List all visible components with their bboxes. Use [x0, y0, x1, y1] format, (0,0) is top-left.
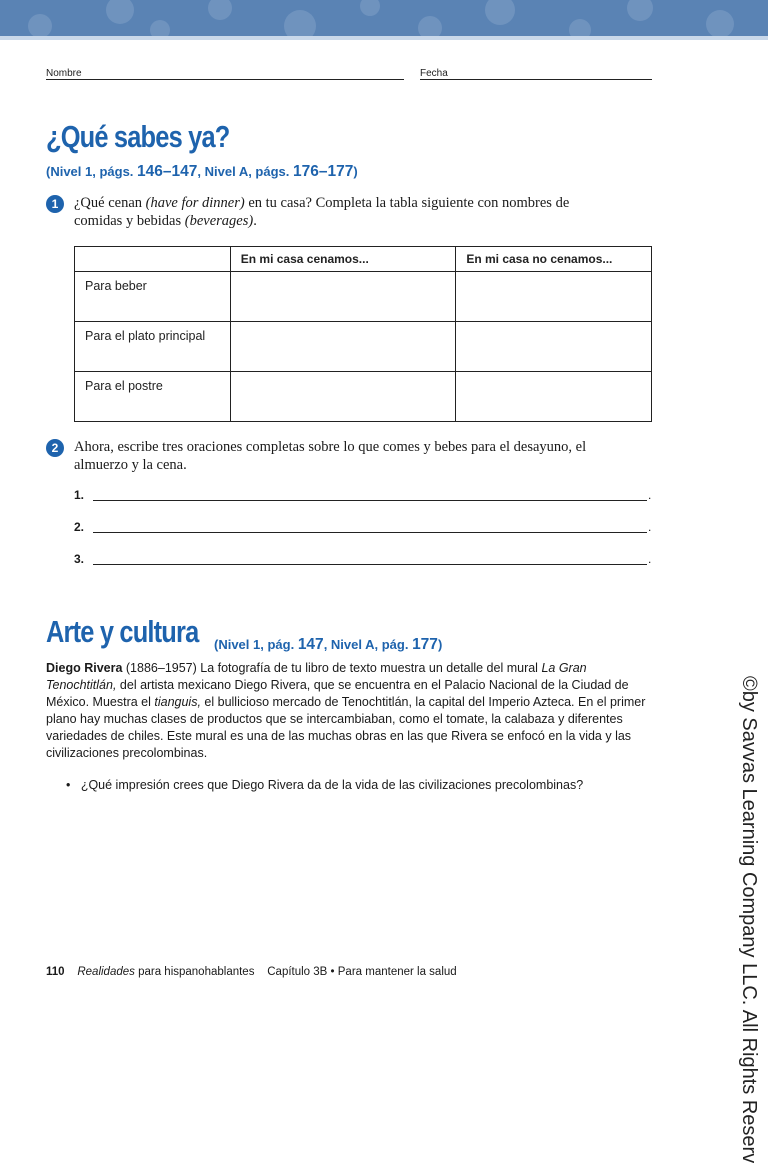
header-band — [0, 0, 768, 36]
table-header-cell — [75, 247, 231, 272]
answer-line-number: 2. — [74, 520, 85, 534]
table-row — [75, 272, 652, 322]
answer-line-number: 1. — [74, 488, 85, 502]
bullet-text: ¿Qué impresión crees que Diego Rivera da de la vida de las civilizaciones precolombinas? — [80, 778, 584, 792]
q1-emphasis: (beverages) — [184, 213, 254, 229]
row-label: Para el plato principal — [75, 322, 231, 372]
question-number-1: 1 — [46, 195, 64, 213]
q2-text: almuerzo y la cena. — [74, 457, 187, 473]
name-label: Nombre — [46, 68, 82, 79]
question-1-text — [74, 194, 664, 230]
ref-pages: 177 — [412, 636, 438, 653]
answer-cell[interactable] — [230, 322, 456, 372]
book-subtitle: para hispanohablantes — [134, 966, 255, 978]
ref-pages: 146–147 — [137, 163, 198, 180]
answer-line-number: 3. — [74, 552, 85, 566]
answer-line[interactable] — [93, 532, 647, 533]
artist-name: Diego Rivera — [46, 661, 123, 675]
table-header-row — [75, 247, 652, 272]
page-footer — [46, 966, 457, 978]
line-period: . — [648, 520, 652, 534]
row-label: Para el postre — [75, 372, 231, 422]
answer-cell[interactable] — [230, 272, 456, 322]
ref-text: ) — [353, 164, 358, 179]
ref-text: (Nivel 1, pág. — [214, 637, 298, 652]
diego-rivera-paragraph — [46, 660, 656, 762]
line-period: . — [648, 552, 652, 566]
ref-text: (Nivel 1, págs. — [46, 164, 138, 179]
mural-title: La Gran Tenochtitlán, — [46, 661, 587, 692]
answer-cell[interactable] — [456, 322, 652, 372]
bullet-icon: • — [66, 778, 71, 792]
answer-cell[interactable] — [230, 372, 456, 422]
table-header-cell: En mi casa cenamos... — [230, 247, 456, 272]
copyright-notice: ©by Savvas Learning Company LLC. All Rights Reserv — [738, 676, 760, 1163]
table-header-cell: En mi casa no cenamos... — [456, 247, 652, 272]
answer-cell[interactable] — [456, 272, 652, 322]
paragraph-text: el bullicioso mercado de Tenochtitlán, la capital del Imperio Azteca. En el primer plano hay muchas clases de productos que se intercambiaban, como el tomate, la calabaza y diferentes variedades de chiles. Este mural es una de las muchas obras en las que Rivera se enfocó en la vida y las civilizaciones precolombinas. — [46, 695, 646, 760]
q1-text: . — [253, 213, 257, 229]
decorative-pattern-icon — [0, 0, 768, 36]
bullet-question — [66, 778, 583, 792]
paragraph-text: del artista mexicano Diego Rivera, que se encuentra en el Palacio Nacional de la Ciudad de México. Muestra el — [46, 678, 629, 709]
answer-line[interactable] — [93, 564, 647, 565]
q1-text: comidas y bebidas — [74, 213, 185, 229]
chapter-label: Capítulo 3B • Para mantener la salud — [267, 966, 457, 978]
q1-text: ¿Qué cenan — [74, 195, 146, 211]
name-field[interactable] — [46, 79, 404, 80]
page-number: 110 — [46, 966, 65, 978]
question-2-text — [74, 438, 664, 474]
dinner-table — [74, 246, 652, 422]
q1-emphasis: (have for dinner) — [145, 195, 245, 211]
ref-pages: 147 — [297, 636, 324, 653]
date-label: Fecha — [420, 68, 448, 79]
line-period: . — [648, 488, 652, 502]
section1-reference — [46, 163, 358, 181]
paragraph-text: (1886–1957) La fotografía de tu libro de texto muestra un detalle del mural — [122, 661, 542, 675]
ref-text: , Nivel A, págs. — [197, 164, 293, 179]
q1-text: en tu casa? Completa la tabla siguiente con nombres de — [244, 195, 570, 211]
ref-text: ) — [437, 637, 443, 652]
section-title-arte-cultura: Arte y cultura — [46, 614, 199, 649]
date-field[interactable] — [420, 79, 652, 80]
header-band-line — [0, 36, 768, 40]
row-label: Para beber — [75, 272, 231, 322]
paragraph-emphasis: tianguis, — [154, 695, 201, 709]
q2-text: Ahora, escribe tres oraciones completas sobre lo que comes y bebes para el desayuno, el — [74, 439, 587, 455]
section2-reference — [214, 636, 442, 654]
table-row — [75, 322, 652, 372]
ref-text: , Nivel A, pág. — [323, 637, 413, 652]
book-title: Realidades — [77, 966, 135, 978]
answer-cell[interactable] — [456, 372, 652, 422]
table-row — [75, 372, 652, 422]
section-title-que-sabes: ¿Qué sabes ya? — [46, 119, 230, 154]
question-number-2: 2 — [46, 439, 64, 457]
answer-line[interactable] — [93, 500, 647, 501]
ref-pages: 176–177 — [293, 163, 354, 180]
